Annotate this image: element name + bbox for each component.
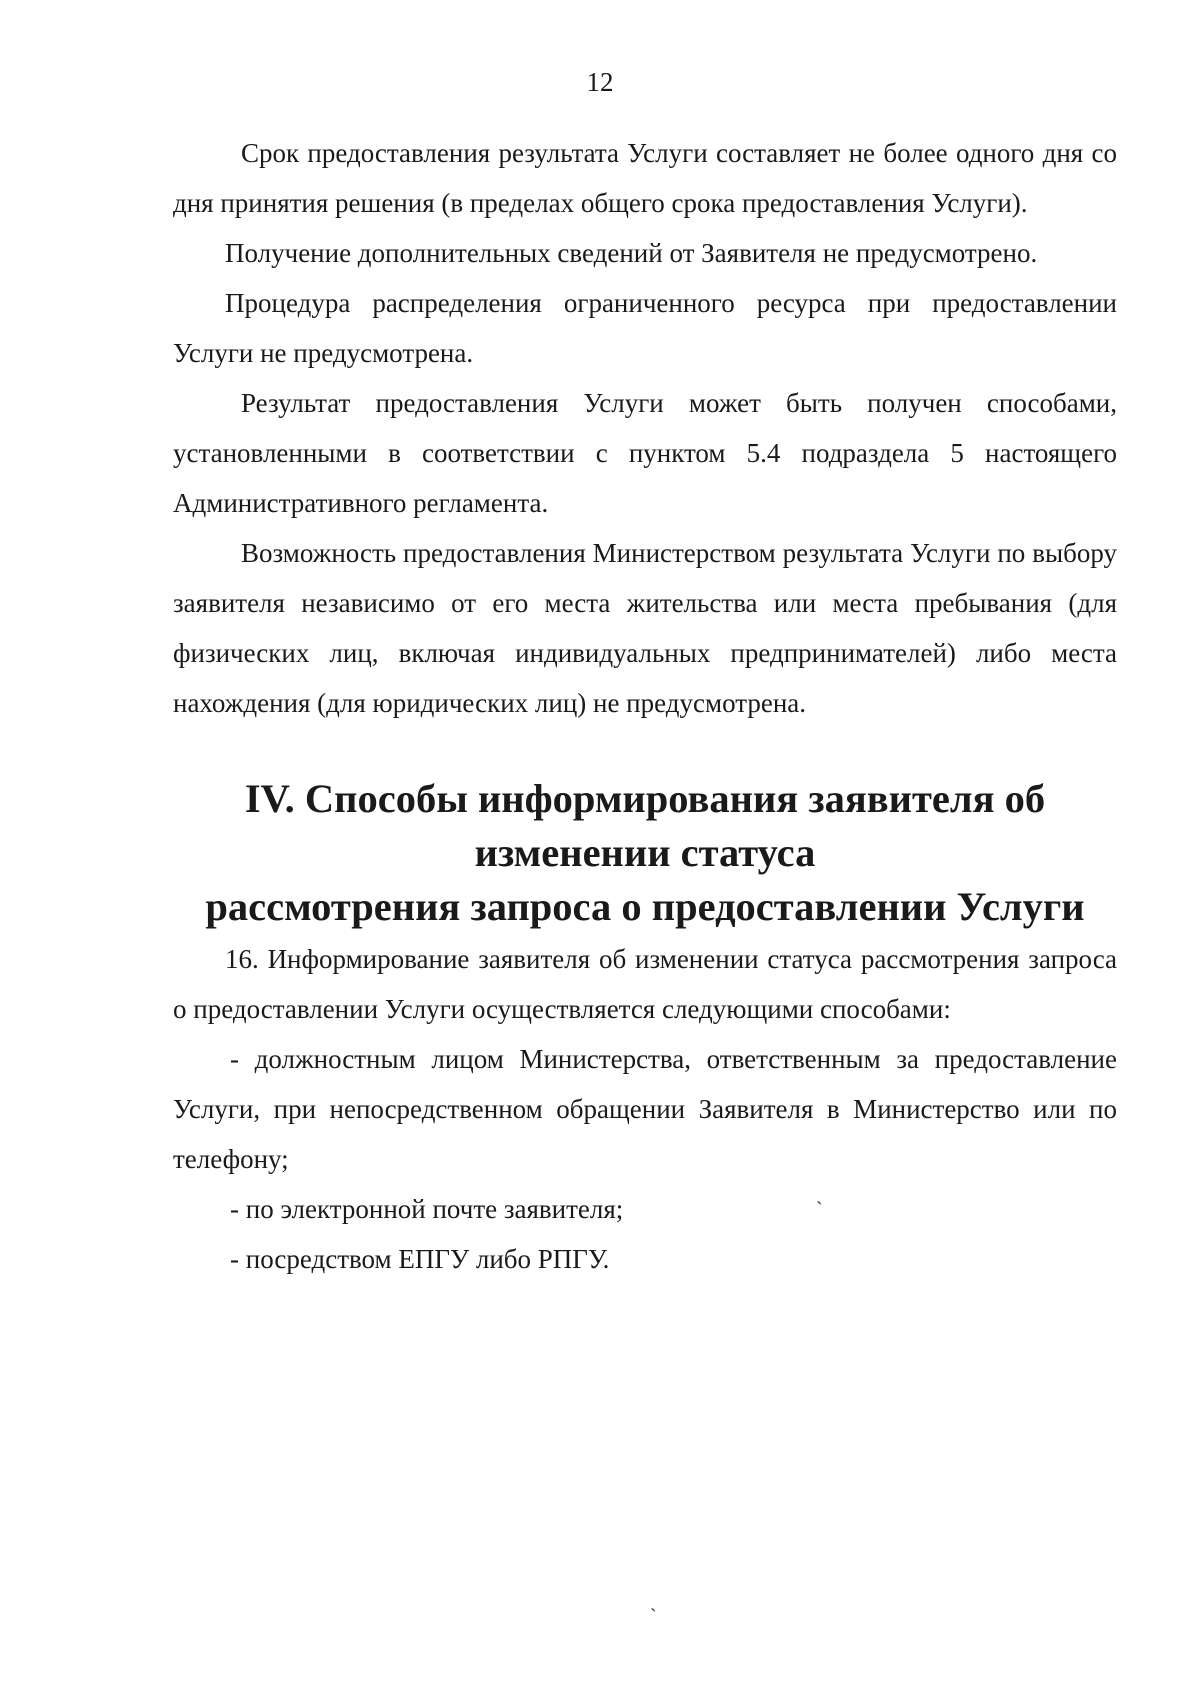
paragraph-16-intro: 16. Информирование заявителя об изменении статуса рассмотрения запроса о предоставлении Услуги осуществляется следующими способами:	[173, 944, 1117, 1024]
paragraph-extraterritorial: Возможность предоставления Министерством результата Услуги по выбору заявителя независимо от его места жительства или места пребывания (для физических лиц, включая индивидуальных предпринимателей) либо места нахождения (для юридических лиц) не предусмотрена.	[173, 538, 1117, 718]
page-number: 12	[586, 67, 614, 97]
paragraph-additional-info: Получение дополнительных сведений от Заявителя не предусмотрено.	[225, 238, 1038, 268]
scan-speck: ˏ	[650, 1590, 657, 1612]
section-heading-line-1: IV. Способы информирования заявителя об изменении статуса	[244, 776, 1046, 875]
list-item-official: - должностным лицом Министерства, ответственным за предоставление Услуги, при непосредственном обращении Заявителя в Министерство или по телефону;	[173, 1044, 1117, 1174]
document-body	[173, 128, 1117, 1284]
paragraph-result-term: Срок предоставления результата Услуги составляет не более одного дня со дня принятия решения (в пределах общего срока предоставления Услуги).	[173, 138, 1117, 218]
list-item-portal: - посредством ЕПГУ либо РПГУ.	[230, 1244, 610, 1274]
paragraph-result-methods: Результат предоставления Услуги может быть получен способами, установленными в соответствии с пунктом 5.4 подраздела 5 настоящего Административного регламента.	[173, 388, 1117, 518]
section-heading-line-2: рассмотрения запроса о предоставлении Услуги	[205, 884, 1085, 929]
list-item-email: - по электронной почте заявителя;	[230, 1194, 624, 1224]
paragraph-resource-distribution: Процедура распределения ограниченного ресурса при предоставлении Услуги не предусмотрена.	[173, 288, 1117, 368]
scan-speck: ˏ	[816, 1183, 823, 1205]
section-heading	[173, 772, 1117, 934]
